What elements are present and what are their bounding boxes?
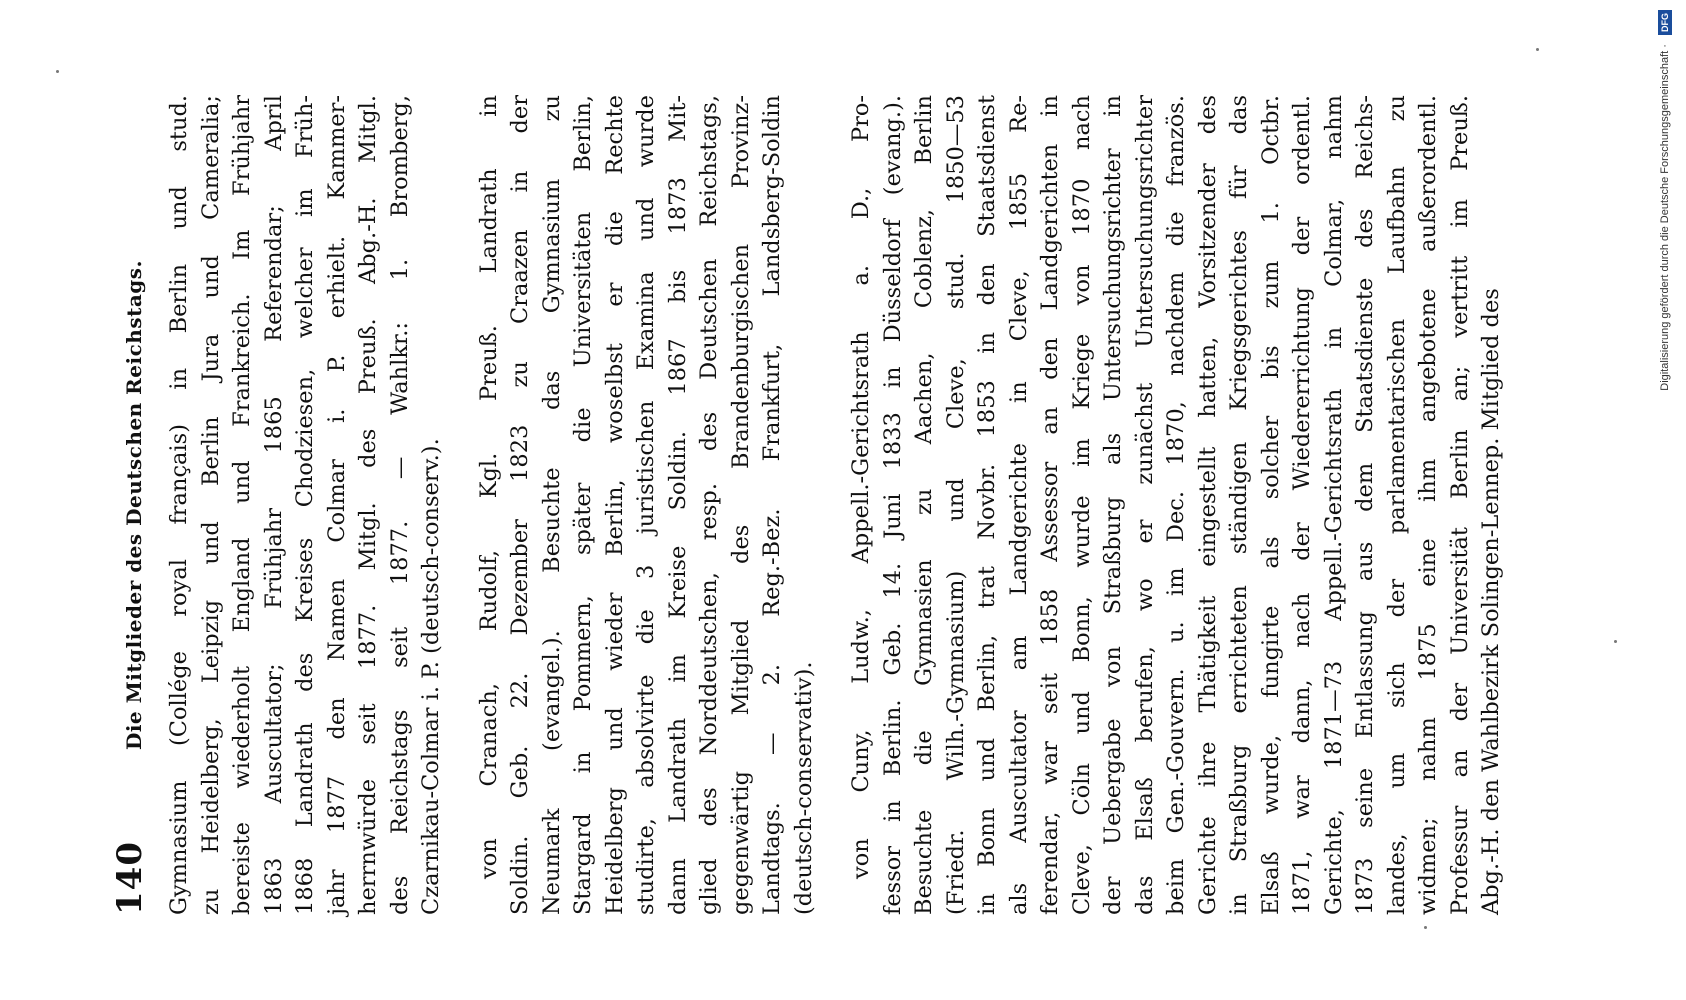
text-line: in Straßburg errichteten ständigen Kriegsgerichtes für das xyxy=(1226,95,1252,915)
text-line: jahr 1877 den Namen Colmar i. P. erhielt. Kammer- xyxy=(323,95,350,915)
text-line: glied des Norddeutschen, resp. des Deutschen Reichstags, xyxy=(696,95,722,915)
scan-speck xyxy=(1424,926,1427,929)
text-line: von Cuny, Ludw., Appell.-Gerichtsrath a. D., Pro- xyxy=(848,95,874,879)
text-line: der Uebergabe von Straßburg als Untersuchungsrichter in xyxy=(1100,95,1126,915)
text-line: ferendar, war seit 1858 Assessor an den Landgerichten in xyxy=(1037,95,1063,915)
text-line: landes, um sich der parlamentarischen Laufbahn zu xyxy=(1383,95,1410,915)
text-line: (Friedr. Wilh.-Gymnasium) und Cleve, stud. 1850—53 xyxy=(942,95,969,915)
dfg-logo-icon: DFG xyxy=(1658,10,1672,35)
text-line: das Elsaß berufen, wo er zunächst Untersuchungsrichter xyxy=(1131,95,1158,915)
text-line: widmen; nahm 1875 eine ihm angebotene außerordentl. xyxy=(1415,95,1441,915)
text-line: Neumark (evangel.). Besuchte das Gymnasium zu xyxy=(538,95,565,915)
text-line: 1868 Landrath des Kreises Chodziesen, welcher im Früh- xyxy=(292,95,318,915)
text-line: des Reichstags seit 1877. — Wahlkr.: 1. Bromberg, xyxy=(386,95,413,915)
text-line: Gymnasium (Collége royal français) in Berlin und stud. xyxy=(166,95,192,915)
running-title: Die Mitglieder des Deutschen Reichstags. xyxy=(122,259,146,751)
text-line: Stargard in Pommern, später die Universitäten Berlin, xyxy=(570,95,596,915)
text-line: 1863 Auscultator; Frühjahr 1865 Referendar; April xyxy=(260,95,287,915)
page-number: 140 xyxy=(110,841,150,915)
text-line: bereiste wiederholt England und Frankreich. Im Frühjahr xyxy=(229,95,255,915)
text-line: 1871, war dann, nach der Wiedererrichtung der ordentl. xyxy=(1289,95,1315,915)
text-line: Landtags. — 2. Reg.-Bez. Frankfurt, Landsberg-Soldin xyxy=(759,95,785,915)
text-line: dann Landrath im Kreise Soldin. 1867 bis 1873 Mit- xyxy=(664,95,691,915)
text-line: Professur an der Universität Berlin an; vertritt im Preuß. xyxy=(1446,95,1473,915)
text-line: Soldin. Geb. 22. Dezember 1823 zu Craazen in der xyxy=(507,95,533,915)
text-line: (deutsch-conservativ). xyxy=(790,661,817,915)
text-line: in Bonn und Berlin, trat Novbr. 1853 in den Staatsdienst xyxy=(974,95,1000,915)
entry-von-cuny xyxy=(846,95,1508,915)
text-line: von Cranach, Rudolf, Kgl. Preuß. Landrath in xyxy=(475,95,502,879)
text-line: herrnwürde seit 1877. Mitgl. des Preuß. Abg.-H. Mitgl. xyxy=(355,95,381,915)
running-head xyxy=(110,95,150,915)
credit-text: Digitalisierung gefördert durch die Deutsche Forschungsgemeinschaft · xyxy=(1659,44,1671,391)
text-line: beim Gen.-Gouvern. u. im Dec. 1870, nachdem die französ. xyxy=(1163,95,1189,915)
entry-1 xyxy=(164,95,448,915)
text-line: zu Heidelberg, Leipzig und Berlin Jura und Cameralia; xyxy=(197,95,224,915)
scanned-page xyxy=(110,95,1580,915)
text-line: Abg.-H. den Wahlbezirk Solingen-Lennep. Mitglied des xyxy=(1478,288,1504,915)
text-line: Cleve, Cöln und Bonn, wurde im Kriege von 1870 nach xyxy=(1068,95,1095,915)
text-line: Elsaß wurde, fungirte als solcher bis zum 1. Octbr. xyxy=(1257,95,1284,915)
text-line: Gerichte, 1871—73 Appell.-Gerichtsrath in Colmar, nahm xyxy=(1320,95,1347,915)
text-line: fessor in Berlin. Geb. 14. Juni 1833 in Düsseldorf (evang.). xyxy=(879,95,906,915)
text-line: Gerichte ihre Thätigkeit eingestellt hatten, Vorsitzender des xyxy=(1194,95,1221,915)
scan-speck xyxy=(56,70,59,73)
text-line: studirte, absolvirte die 3 juristischen Examina und wurde xyxy=(633,95,659,915)
text-line: als Auscultator am Landgerichte in Cleve, 1855 Re- xyxy=(1005,95,1032,915)
text-line: Heidelberg und wieder Berlin, woselbst er die Rechte xyxy=(601,95,628,915)
text-line: Besuchte die Gymnasien zu Aachen, Coblenz, Berlin xyxy=(911,95,937,915)
entry-von-cranach xyxy=(474,95,821,915)
scan-speck xyxy=(1614,640,1617,643)
text-line: 1873 seine Entlassung aus dem Staatsdienste des Reichs- xyxy=(1352,95,1378,915)
scan-speck xyxy=(1536,48,1539,51)
digitization-credit xyxy=(1652,10,1678,840)
text-line: Czarnikau-Colmar i. P. (deutsch-conserv.). xyxy=(418,438,444,915)
text-line: gegenwärtig Mitglied des Brandenburgischen Provinz- xyxy=(727,95,754,915)
